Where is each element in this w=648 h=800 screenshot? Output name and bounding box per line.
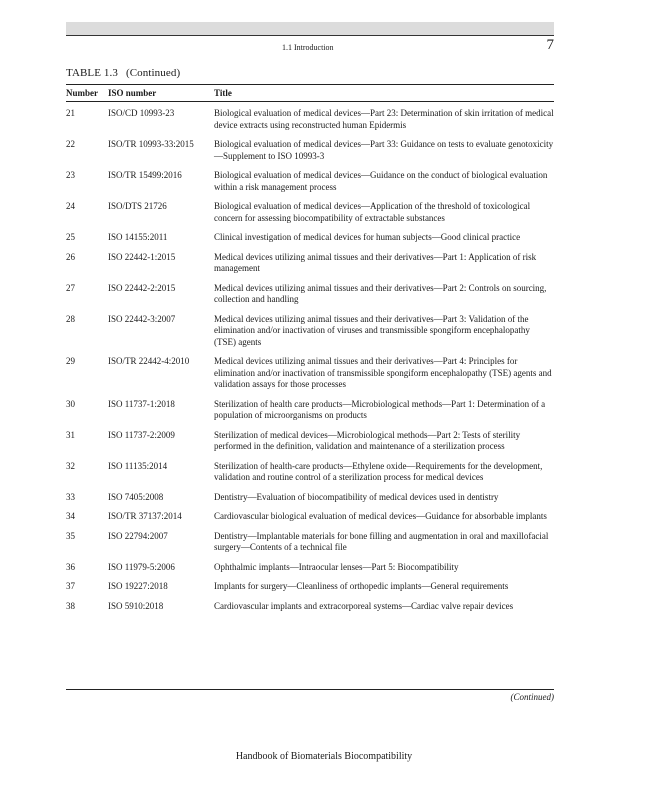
row-iso-number: ISO/TR 37137:2014 [108, 511, 182, 521]
table-row [66, 562, 554, 574]
row-title: Clinical investigation of medical devices for human subjects—Good clinical practice [214, 232, 521, 242]
row-iso-number: ISO 5910:2018 [108, 600, 164, 611]
row-number: 30 [66, 398, 75, 409]
table-top-rule [66, 84, 554, 85]
table-header-rule [66, 101, 554, 102]
table-row [66, 430, 554, 453]
table-caption [66, 67, 180, 79]
row-number: 33 [66, 491, 75, 502]
header-bar [66, 22, 554, 35]
row-title: Implants for surgery—Cleanliness of orthopedic implants—General requirements [214, 581, 509, 591]
table-row [66, 232, 554, 244]
row-number: 29 [66, 356, 75, 366]
row-number: 23 [66, 170, 75, 180]
table-row [66, 531, 554, 554]
row-number: 28 [66, 313, 75, 324]
row-number: 25 [66, 232, 75, 242]
table-row [66, 399, 554, 422]
continued-note: (Continued) [510, 692, 554, 702]
row-iso-number: ISO 22442-3:2007 [108, 313, 176, 324]
header-rule [66, 35, 554, 36]
table-row [66, 283, 554, 306]
row-number: 32 [66, 460, 75, 471]
row-iso-number: ISO 14155:2011 [108, 232, 168, 242]
row-title: Sterilization of health-care products—Ethylene oxide—Requirements for the development, validation and routine control of a sterilization process for medical devices [214, 460, 543, 482]
table-row [66, 601, 554, 613]
row-title: Biological evaluation of medical devices—Application of the threshold of toxicological concern for assessing biocompatibility of extractable substances [214, 201, 531, 223]
section-title: 1.1 Introduction [282, 43, 334, 52]
table-bottom-rule [66, 689, 554, 690]
row-title: Sterilization of health care products—Microbiological methods—Part 1: Determination of a population of microorganisms on products [214, 398, 546, 420]
row-title: Ophthalmic implants—Intraocular lenses—Part 5: Biocompatibility [214, 561, 459, 572]
row-iso-number: ISO 11135:2014 [108, 460, 168, 471]
row-title: Cardiovascular implants and extracorporeal systems—Cardiac valve repair devices [214, 600, 514, 611]
row-title: Biological evaluation of medical devices—Part 23: Determination of skin irritation of medical device extracts using reconstructed human Epidermis [214, 108, 554, 130]
row-number: 35 [66, 530, 75, 541]
row-iso-number: ISO 11737-1:2018 [108, 398, 175, 409]
row-iso-number: ISO 22442-2:2015 [108, 282, 176, 293]
column-header-number: Number [66, 88, 98, 98]
table-status: (Continued) [125, 67, 181, 79]
column-header-title: Title [214, 88, 232, 98]
row-number: 21 [66, 108, 75, 118]
table-row [66, 201, 554, 224]
row-iso-number: ISO 11737-2:2009 [108, 429, 175, 440]
row-title: Cardiovascular biological evaluation of medical devices—Guidance for absorbable implants [214, 511, 547, 521]
row-title: Medical devices utilizing animal tissues and their derivatives—Part 2: Controls on sourcing, collection and handling [214, 282, 547, 304]
row-title: Medical devices utilizing animal tissues and their derivatives—Part 4: Principles for elimination and/or inactivation of transmissible spongiform encephalopathy (TSE) agents and validation assays for those processes [214, 356, 552, 389]
table-row [66, 492, 554, 504]
row-number: 38 [66, 600, 75, 611]
row-iso-number: ISO/CD 10993-23 [108, 108, 175, 118]
table-row [66, 356, 554, 391]
row-iso-number: ISO/TR 22442-4:2010 [108, 356, 190, 366]
table-row [66, 511, 554, 523]
row-number: 24 [66, 201, 75, 211]
column-header-iso-number: ISO number [108, 88, 157, 98]
table-row [66, 252, 554, 275]
row-number: 37 [66, 581, 75, 591]
table-row [66, 581, 554, 593]
table-row [66, 170, 554, 193]
row-iso-number: ISO/DTS 21726 [108, 201, 167, 211]
row-title: Dentistry—Implantable materials for bone filling and augmentation in oral and maxillofacial surgery—Contents of a technical file [214, 530, 549, 552]
row-number: 26 [66, 251, 75, 262]
table-row [66, 108, 554, 131]
row-number: 27 [66, 282, 75, 293]
book-title-footer: Handbook of Biomaterials Biocompatibility [235, 751, 413, 762]
table-row [66, 461, 554, 484]
table-row [66, 314, 554, 349]
page-number: 7 [546, 37, 554, 53]
row-number: 34 [66, 511, 75, 521]
row-number: 22 [66, 139, 75, 149]
row-title: Sterilization of medical devices—Microbiological methods—Part 2: Tests of sterility performed in the definition, validation and maintenance of a sterilization process [214, 429, 521, 451]
row-title: Medical devices utilizing animal tissues and their derivatives—Part 3: Validation of the elimination and/or inactivation of viruses and transmissible spongiform encephalopathy (TSE) agents [214, 313, 530, 347]
row-iso-number: ISO 22794:2007 [108, 530, 168, 541]
table-body [66, 108, 554, 612]
row-title: Medical devices utilizing animal tissues and their derivatives—Part 1: Application of risk management [214, 251, 537, 273]
table-label: TABLE 1.3 [66, 67, 118, 79]
row-number: 31 [66, 429, 75, 440]
row-number: 36 [66, 561, 75, 572]
running-head [66, 37, 554, 56]
row-iso-number: ISO 7405:2008 [108, 491, 164, 502]
row-title: Biological evaluation of medical devices—Guidance on the conduct of biological evaluation within a risk management process [214, 170, 548, 192]
row-iso-number: ISO 11979-5:2006 [108, 561, 175, 572]
row-iso-number: ISO 19227:2018 [108, 581, 168, 591]
row-title: Biological evaluation of medical devices—Part 33: Guidance on tests to evaluate genotoxicity—Supplement to ISO 10993-3 [214, 139, 554, 161]
row-iso-number: ISO 22442-1:2015 [108, 251, 176, 262]
table-row [66, 139, 554, 162]
row-iso-number: ISO/TR 15499:2016 [108, 170, 182, 180]
row-title: Dentistry—Evaluation of biocompatibility of medical devices used in dentistry [214, 491, 499, 502]
row-iso-number: ISO/TR 10993-33:2015 [108, 139, 194, 149]
